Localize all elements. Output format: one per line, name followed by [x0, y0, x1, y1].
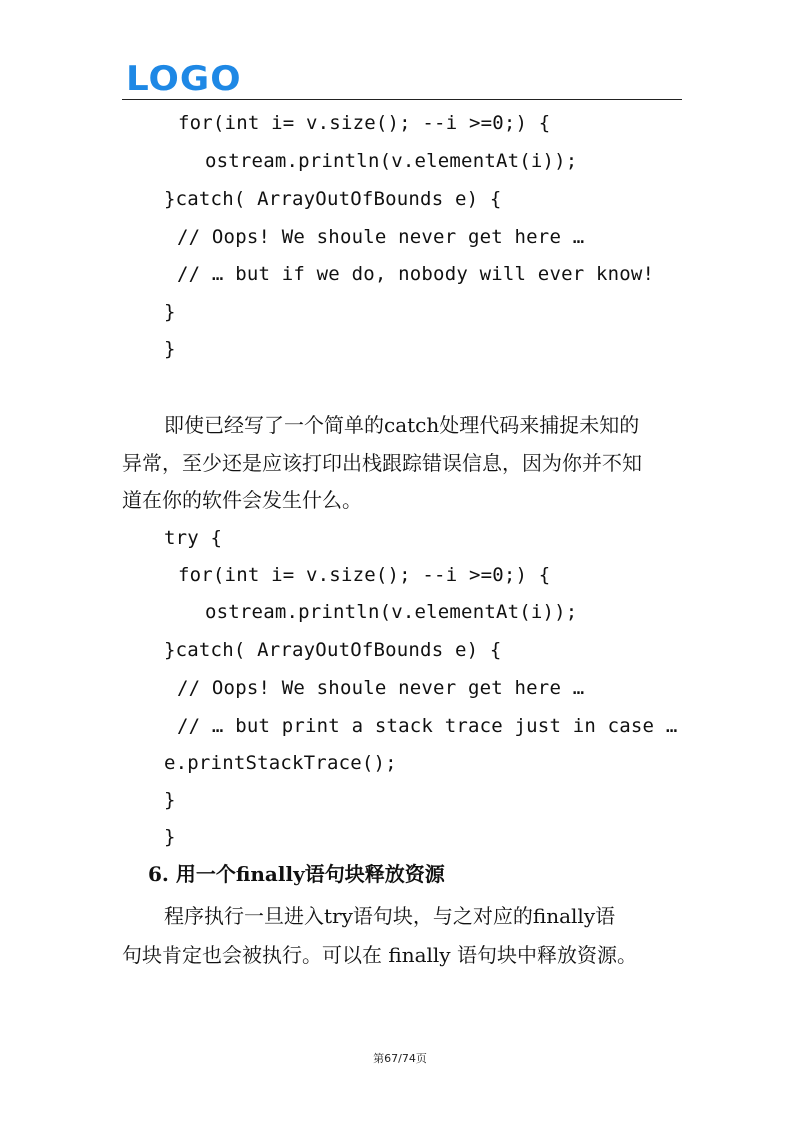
- code-line: for(int i= v.size(); --i >=0;) {: [178, 564, 551, 586]
- code-line: }: [164, 301, 176, 323]
- code-line: }catch( ArrayOutOfBounds e) {: [164, 639, 502, 661]
- code-line: }catch( ArrayOutOfBounds e) {: [164, 188, 502, 210]
- code-line: ostream.println(v.elementAt(i));: [205, 601, 578, 623]
- paragraph-line: 句块肯定也会被执行。可以在 finally 语句块中释放资源。: [122, 943, 637, 967]
- section-heading: 6. 用一个finally语句块释放资源: [148, 862, 445, 886]
- code-line: // … but print a stack trace just in case …: [177, 715, 678, 737]
- header-rule: [122, 99, 682, 100]
- code-line: }: [164, 826, 176, 848]
- logo: LOGO: [126, 59, 242, 99]
- code-line: // … but if we do, nobody will ever know!: [177, 263, 655, 285]
- paragraph-line: 道在你的软件会发生什么。: [122, 488, 362, 512]
- code-line: e.printStackTrace();: [164, 752, 397, 774]
- code-line: }: [164, 338, 176, 360]
- page-number: 第67/74页: [373, 1052, 427, 1065]
- paragraph-line: 程序执行一旦进入try语句块，与之对应的finally语: [164, 904, 616, 928]
- code-line: // Oops! We shoule never get here …: [177, 677, 585, 699]
- code-line: ostream.println(v.elementAt(i));: [205, 150, 578, 172]
- code-line: for(int i= v.size(); --i >=0;) {: [178, 112, 551, 134]
- code-line: // Oops! We shoule never get here …: [177, 226, 585, 248]
- code-line: }: [164, 789, 176, 811]
- paragraph-line: 异常，至少还是应该打印出栈跟踪错误信息，因为你并不知: [122, 451, 642, 475]
- code-line: try {: [164, 527, 223, 549]
- paragraph-line: 即使已经写了一个简单的catch处理代码来捕捉未知的: [164, 413, 640, 437]
